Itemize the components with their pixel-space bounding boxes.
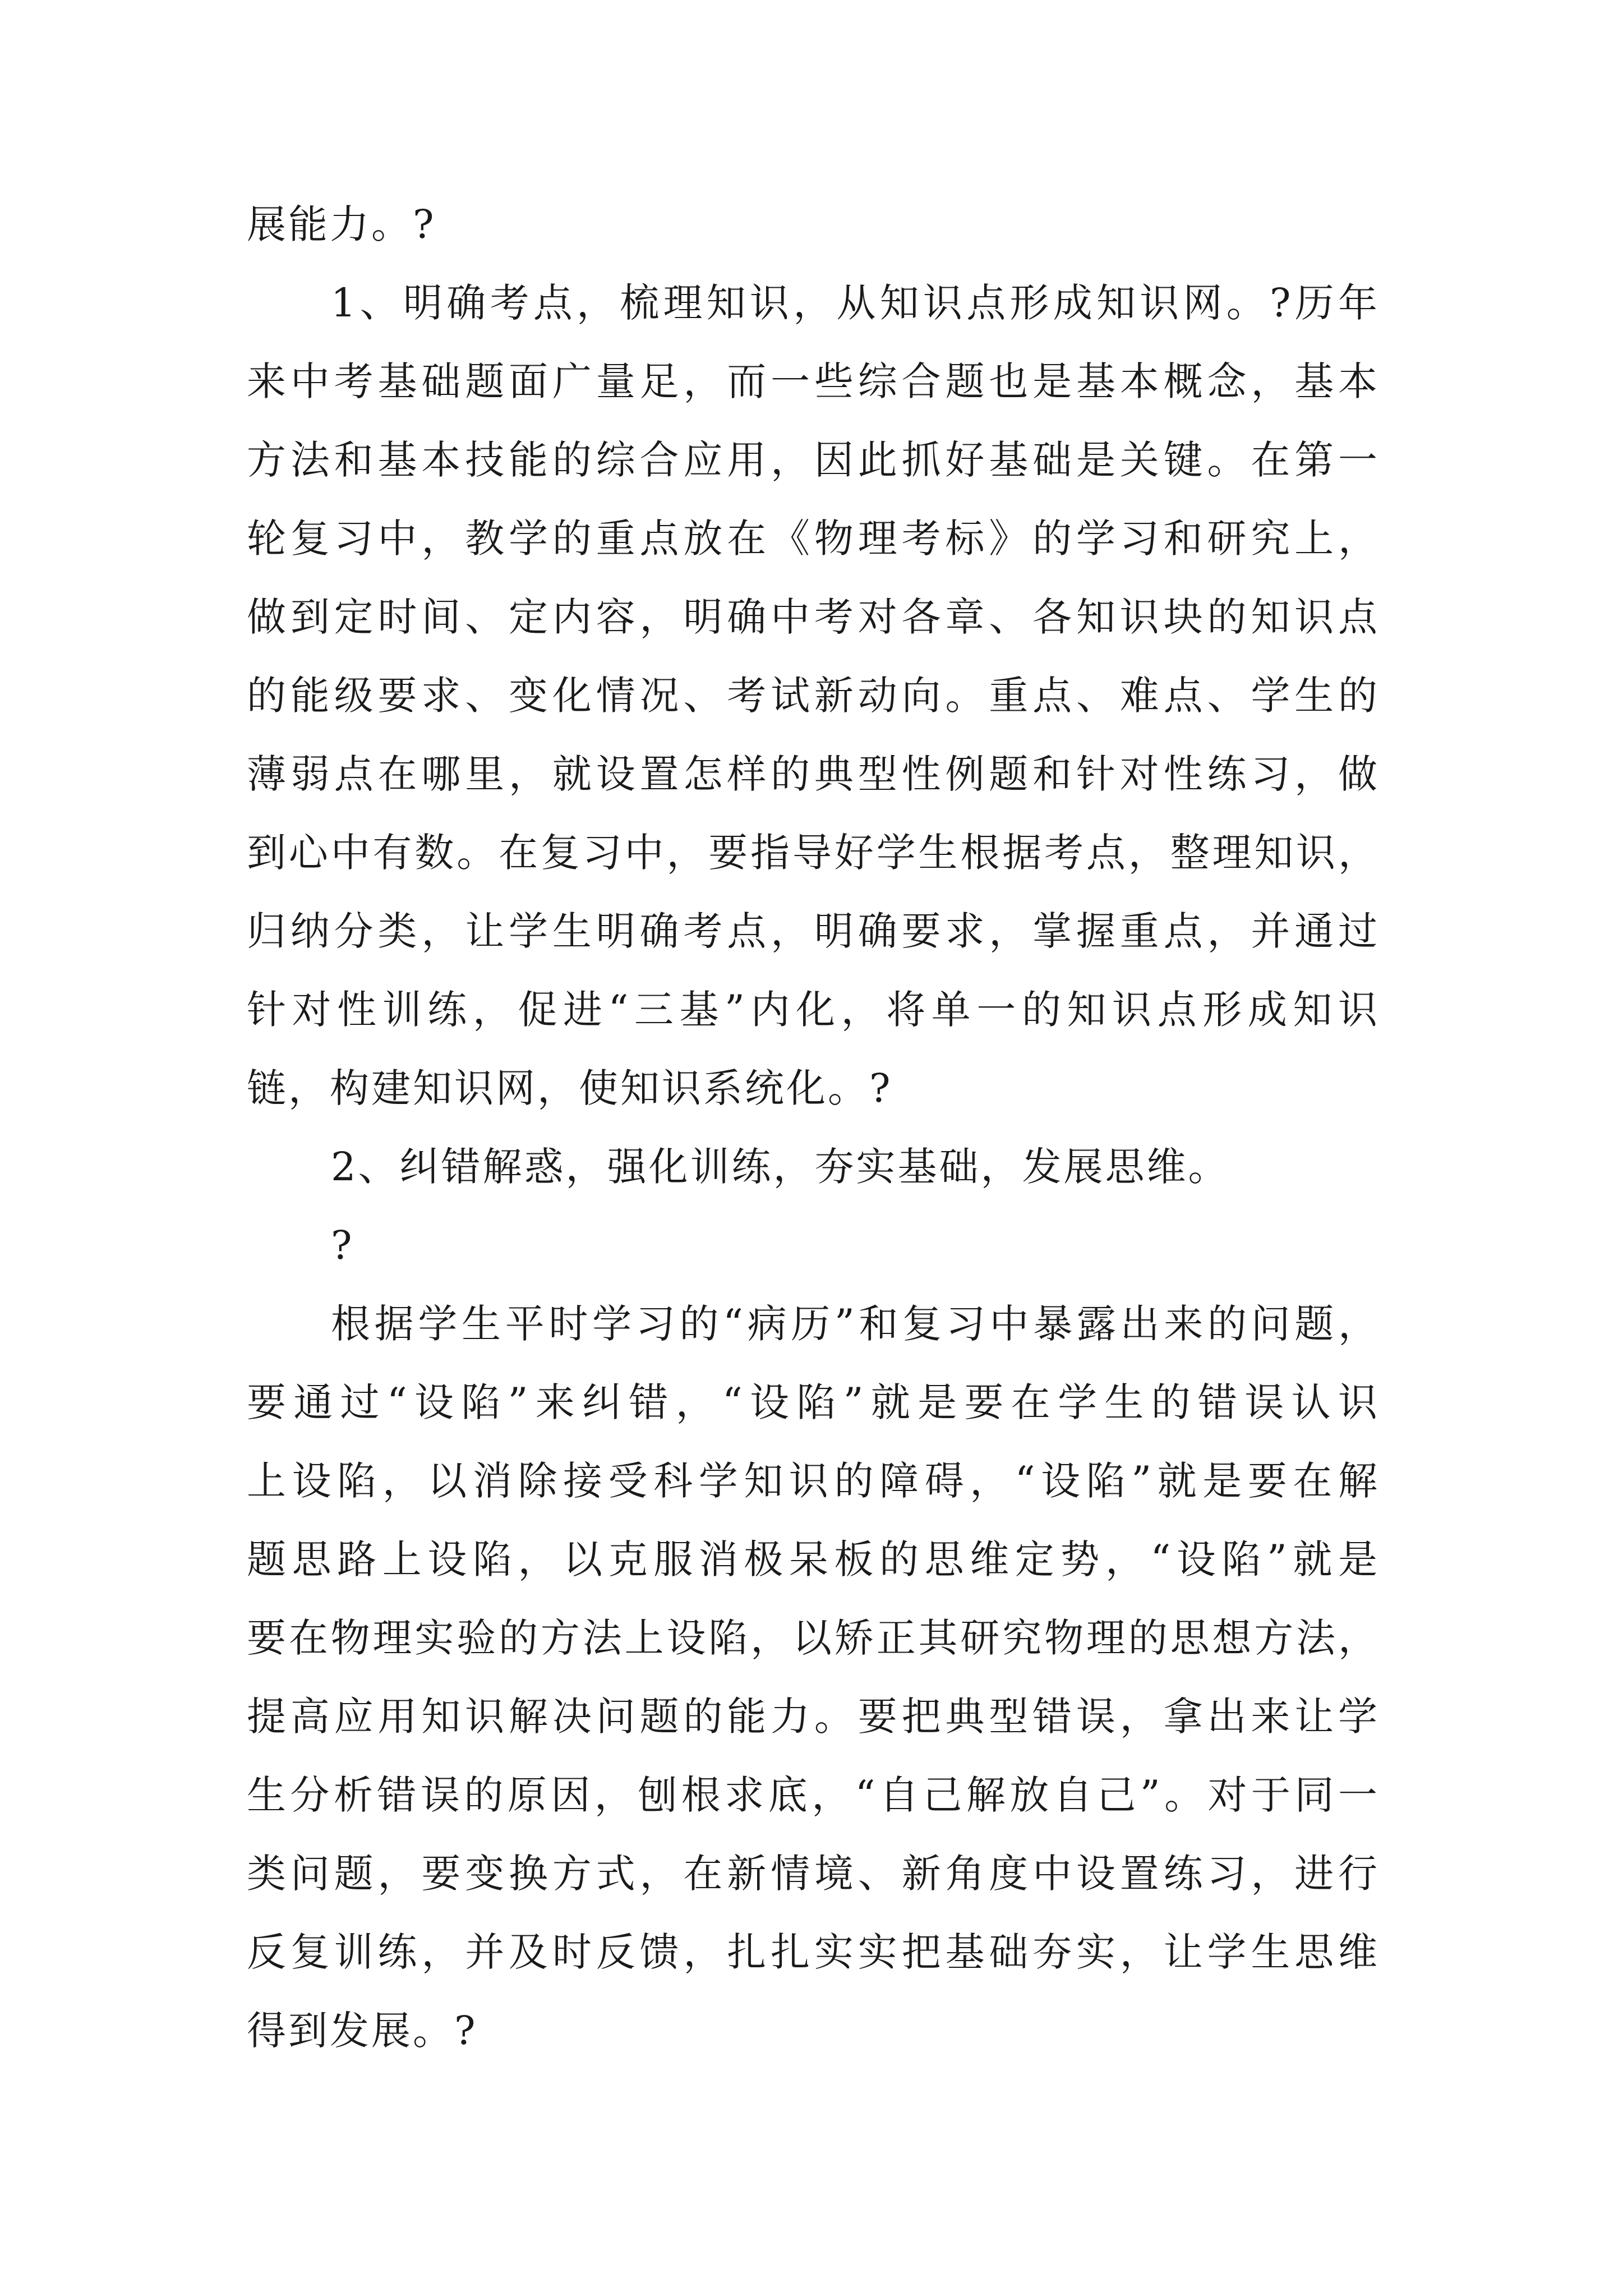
text-line: 来中考基础题面广量足，而一些综合题也是基本概念，基本 <box>247 358 1380 404</box>
text-line: 到心中有数。在复习中，要指导好学生根据考点，整理知识， <box>247 830 1380 876</box>
text-line: 的能级要求、变化情况、考试新动向。重点、难点、学生的 <box>247 673 1380 719</box>
text-line: 1、明确考点，梳理知识，从知识点形成知识网。?历年 <box>331 280 1380 326</box>
text-line: 展能力。? <box>247 201 436 247</box>
text-line: 提高应用知识解决问题的能力。要把典型错误，拿出来让学 <box>247 1694 1380 1740</box>
text-line: ? <box>331 1222 354 1268</box>
text-line: 归纳分类，让学生明确考点，明确要求，掌握重点，并通过 <box>247 908 1380 954</box>
text-line: 上设陷，以消除接受科学知识的障碍，“设陷”就是要在解 <box>247 1458 1380 1504</box>
text-line: 生分析错误的原因，刨根求底，“自己解放自己”。对于同一 <box>247 1772 1380 1818</box>
text-line: 要在物理实验的方法上设陷，以矫正其研究物理的思想方法， <box>247 1615 1380 1661</box>
text-line: 薄弱点在哪里，就设置怎样的典型性例题和针对性练习，做 <box>247 751 1380 797</box>
text-line: 要通过“设陷”来纠错，“设陷”就是要在学生的错误认识 <box>247 1379 1380 1425</box>
text-line: 做到定时间、定内容，明确中考对各章、各知识块的知识点 <box>247 594 1380 640</box>
text-line: 2、纠错解惑，强化训练，夯实基础，发展思维。 <box>331 1144 1230 1190</box>
text-line: 类问题，要变换方式，在新情境、新角度中设置练习，进行 <box>247 1851 1380 1897</box>
text-line: 反复训练，并及时反馈，扎扎实实把基础夯实，让学生思维 <box>247 1929 1380 1975</box>
body-text <box>247 185 1380 2070</box>
text-line: 链，构建知识网，使知识系统化。? <box>247 1065 893 1111</box>
text-line: 针对性训练，促进“三基”内化，将单一的知识点形成知识 <box>247 987 1380 1033</box>
text-line: 方法和基本技能的综合应用，因此抓好基础是关键。在第一 <box>247 437 1380 483</box>
text-line: 题思路上设陷，以克服消极呆板的思维定势，“设陷”就是 <box>247 1536 1380 1582</box>
text-line: 得到发展。? <box>247 2008 478 2054</box>
text-line: 根据学生平时学习的“病历”和复习中暴露出来的问题， <box>331 1301 1380 1347</box>
text-line: 轮复习中，教学的重点放在《物理考标》的学习和研究上， <box>247 516 1380 562</box>
